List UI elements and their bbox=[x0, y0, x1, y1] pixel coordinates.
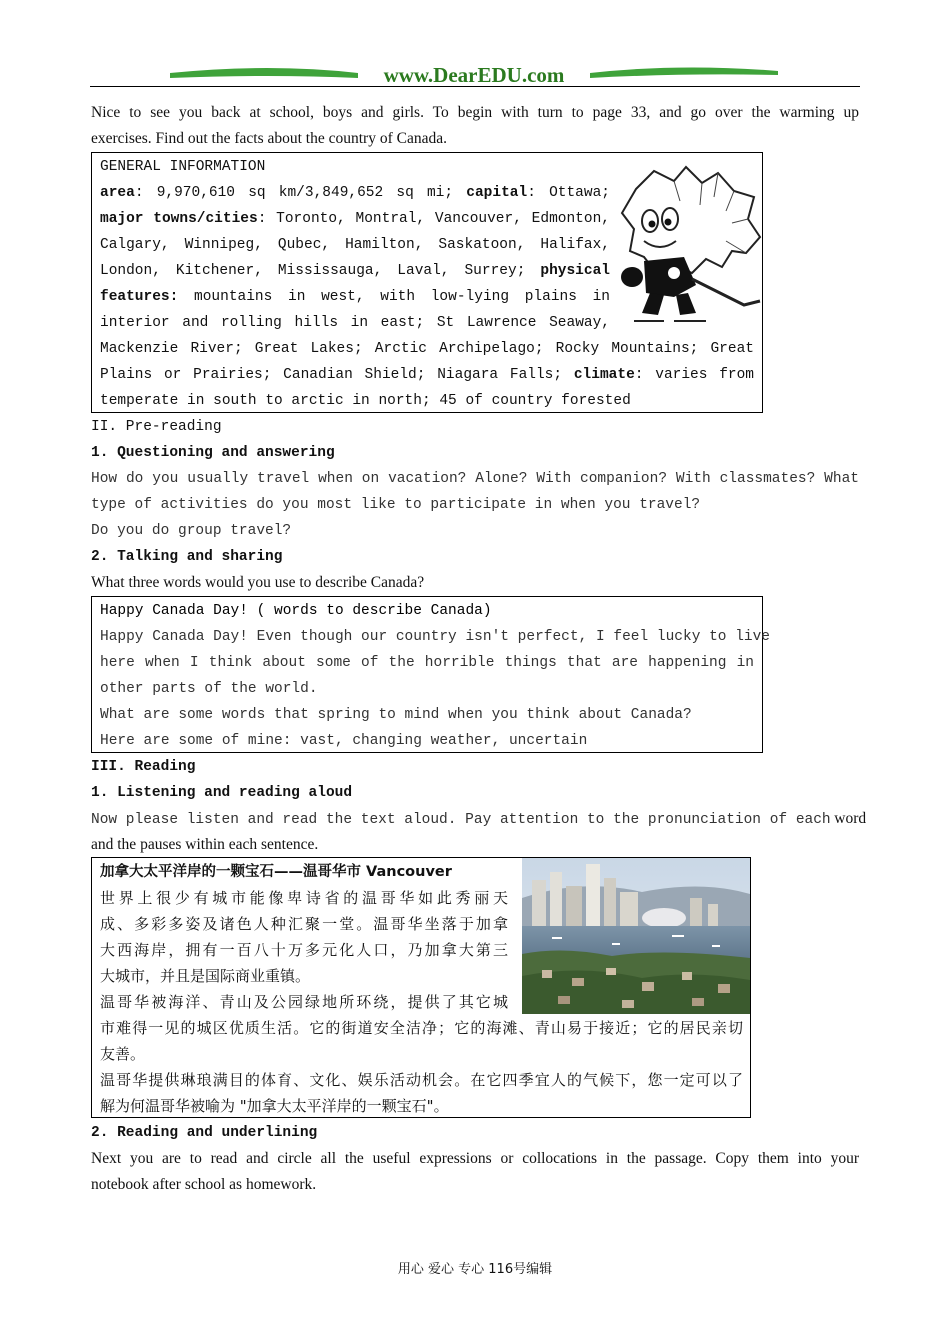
info-line: area: 9,970,610 sq km/3,849,652 sq mi; capital: Ottawa; bbox=[100, 185, 610, 201]
section-heading-reading: III. Reading bbox=[91, 759, 196, 775]
intro-line: exercises. Find out the facts about the country of Canada. bbox=[91, 130, 447, 147]
page-footer: 用心 爱心 专心 116号编辑 bbox=[397, 1262, 553, 1277]
vancouver-box bbox=[91, 857, 751, 1118]
canada-day-line: Here are some of mine: vast, changing weather, uncertain bbox=[100, 733, 588, 749]
general-info-box bbox=[91, 152, 763, 413]
question-line: Do you do group travel? bbox=[91, 523, 292, 539]
info-line: Calgary, Winnipeg, Qubec, Hamilton, Saskatoon, Halifax, bbox=[100, 237, 610, 253]
header-divider bbox=[90, 86, 860, 87]
vancouver-line: 解为何温哥华被喻为 "加拿大太平洋岸的一颗宝石"。 bbox=[100, 1097, 449, 1115]
intro-paragraph bbox=[91, 100, 859, 152]
intro-line: Nice to see you back at school, boys and girls. To begin with turn to page 33, and go over the warming up bbox=[91, 104, 859, 121]
canada-day-line: Happy Canada Day! Even though our country isn't perfect, I feel lucky to live bbox=[100, 629, 771, 645]
canada-day-line: here when I think about some of the horrible things that are happening in bbox=[100, 655, 754, 671]
vancouver-line: 友善。 bbox=[100, 1045, 146, 1063]
vancouver-line: 大城市，并且是国际商业重镇。 bbox=[100, 967, 311, 985]
site-logo-text: www.DearEDU.com bbox=[383, 63, 565, 87]
underlining-line: Next you are to read and circle all the useful expressions or collocations in the passage. Copy them into your bbox=[91, 1150, 859, 1167]
vancouver-line: 温哥华被海洋、青山及公园绿地所环绕，提供了其它城 bbox=[100, 993, 508, 1011]
underlining-paragraph bbox=[91, 1146, 859, 1198]
info-line: London, Kitchener, Mississauga, Laval, Surrey; physical bbox=[100, 263, 610, 279]
vancouver-line: 大西海岸，拥有一百八十万多元化人口，乃加拿大第三 bbox=[100, 941, 508, 959]
vancouver-line: 世界上很少有城市能像卑诗省的温哥华如此秀丽天 bbox=[100, 889, 508, 907]
vancouver-line: 市难得一见的城区优质生活。它的街道安全洁净；它的海滩、青山易于接近；它的居民亲切 bbox=[100, 1019, 743, 1037]
info-line: features: mountains in west, with low-lying plains in bbox=[100, 289, 611, 305]
underlining-line: notebook after school as homework. bbox=[91, 1176, 317, 1193]
info-line: major towns/cities: Toronto, Montral, Vancouver, Edmonton, bbox=[100, 211, 610, 227]
vancouver-title: 加拿大太平洋岸的一颗宝石——温哥华市 Vancouver bbox=[100, 864, 452, 880]
canada-day-title: Happy Canada Day! ( words to describe Canada) bbox=[100, 603, 492, 619]
canada-day-line: What are some words that spring to mind when you think about Canada? bbox=[100, 707, 692, 723]
info-line: temperate in south to arctic in north; 45 of country forested bbox=[100, 393, 631, 409]
subheading-listening: 1. Listening and reading aloud bbox=[91, 785, 353, 801]
general-info-title: GENERAL INFORMATION bbox=[100, 159, 266, 175]
canada-day-box bbox=[91, 596, 771, 753]
canada-day-line: other parts of the world. bbox=[100, 681, 318, 697]
section-heading-pre-reading: II. Pre-reading bbox=[91, 419, 222, 435]
info-line: Plains or Prairies; Canadian Shield; Niagara Falls; climate: varies from bbox=[100, 367, 755, 383]
canada-mascot-illustration bbox=[614, 161, 762, 329]
info-line: interior and rolling hills in east; St Lawrence Seaway, bbox=[100, 315, 610, 331]
subheading-questioning: 1. Questioning and answering bbox=[91, 445, 335, 461]
subheading-talking: 2. Talking and sharing bbox=[91, 549, 283, 565]
vancouver-line: 成、多彩多姿及诸色人种汇聚一堂。温哥华坐落于加拿 bbox=[100, 915, 508, 933]
info-line: Mackenzie River; Great Lakes; Arctic Archipelago; Rocky Mountains; Great bbox=[100, 341, 754, 357]
talking-prompt: What three words would you use to describe Canada? bbox=[91, 574, 425, 591]
question-line: type of activities do you most like to participate in when you travel? bbox=[91, 497, 701, 513]
reading-instruction-line: and the pauses within each sentence. bbox=[91, 836, 319, 853]
question-line: How do you usually travel when on vacation? Alone? With companion? With classmates? What bbox=[91, 471, 859, 487]
vancouver-line: 温哥华提供琳琅满目的体育、文化、娱乐活动机会。在它四季宜人的气候下，您一定可以了 bbox=[100, 1071, 743, 1089]
vancouver-city-photo bbox=[522, 858, 750, 1014]
subheading-underlining: 2. Reading and underlining bbox=[91, 1125, 318, 1141]
reading-instruction-line: Now please listen and read the text aloud. Pay attention to the pronunciation of each word bbox=[91, 810, 867, 828]
